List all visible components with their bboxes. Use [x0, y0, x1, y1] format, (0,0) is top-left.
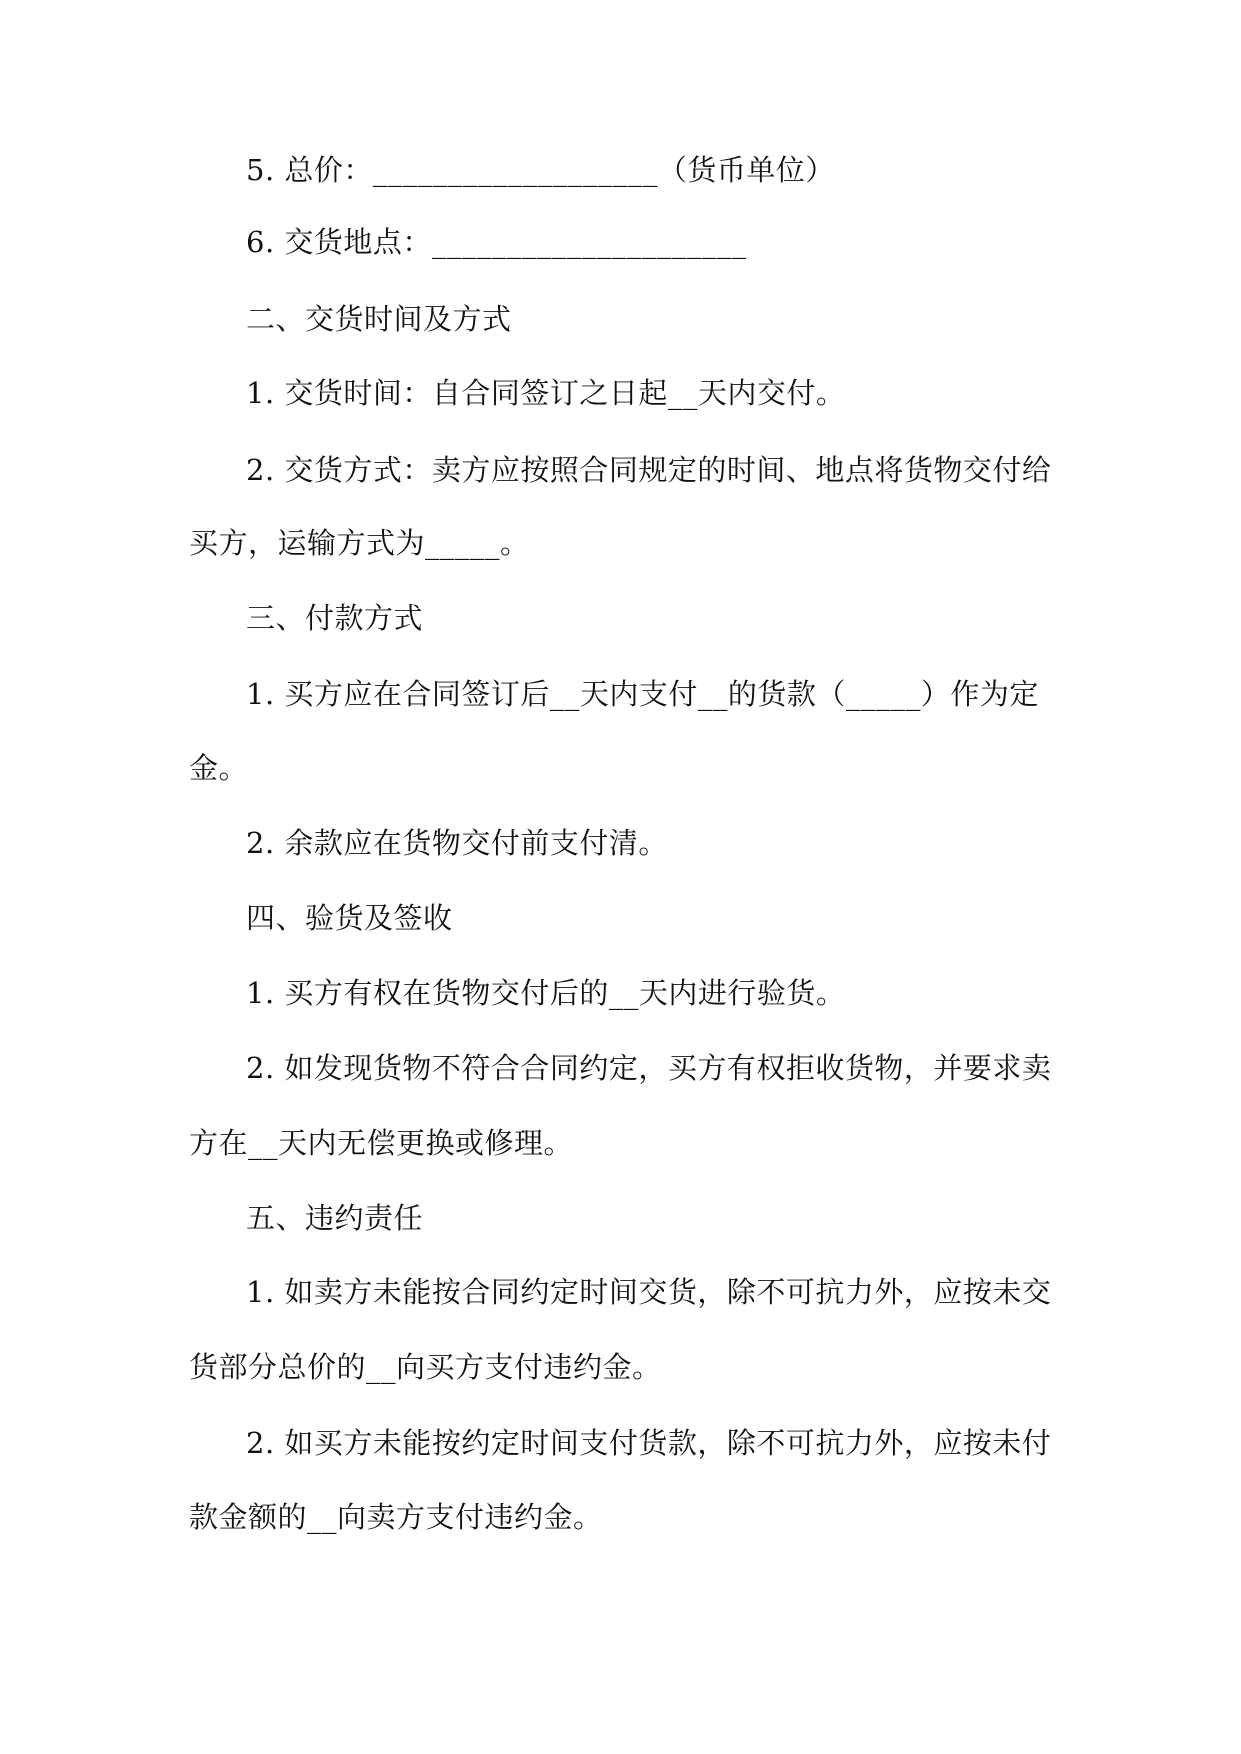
clause-seller-breach-cont: 货部分总价的__向买方支付违约金。	[189, 1350, 662, 1384]
clause-balance: 2. 余款应在货物交付前支付清。	[246, 826, 668, 860]
section-heading-payment: 三、付款方式	[246, 601, 424, 635]
clause-seller-breach: 1. 如卖方未能按合同约定时间交货，除不可抗力外，应按未交	[246, 1275, 1052, 1309]
clause-rejection-cont: 方在__天内无偿更换或修理。	[189, 1126, 574, 1160]
section-heading-liability: 五、违约责任	[246, 1201, 424, 1235]
clause-inspection-period: 1. 买方有权在货物交付后的__天内进行验货。	[246, 976, 846, 1010]
clause-delivery-location: 6. 交货地点：_____________________	[246, 225, 747, 259]
clause-delivery-method: 2. 交货方式：卖方应按照合同规定的时间、地点将货物交付给	[246, 453, 1052, 487]
clause-rejection: 2. 如发现货物不符合合同约定，买方有权拒收货物，并要求卖	[246, 1051, 1052, 1085]
clause-delivery-time: 1. 交货时间：自合同签订之日起__天内交付。	[246, 376, 846, 410]
clause-delivery-method-cont: 买方，运输方式为_____。	[189, 526, 530, 560]
clause-deposit: 1. 买方应在合同签订后__天内支付__的货款（_____）作为定	[246, 677, 1039, 711]
section-heading-delivery: 二、交货时间及方式	[246, 302, 512, 336]
section-heading-inspection: 四、验货及签收	[246, 901, 453, 935]
clause-buyer-breach-cont: 款金额的__向卖方支付违约金。	[189, 1500, 603, 1534]
clause-total-price: 5. 总价：___________________（货币单位）	[246, 153, 835, 187]
clause-buyer-breach: 2. 如买方未能按约定时间支付货款，除不可抗力外，应按未付	[246, 1426, 1052, 1460]
clause-deposit-cont: 金。	[189, 751, 249, 785]
